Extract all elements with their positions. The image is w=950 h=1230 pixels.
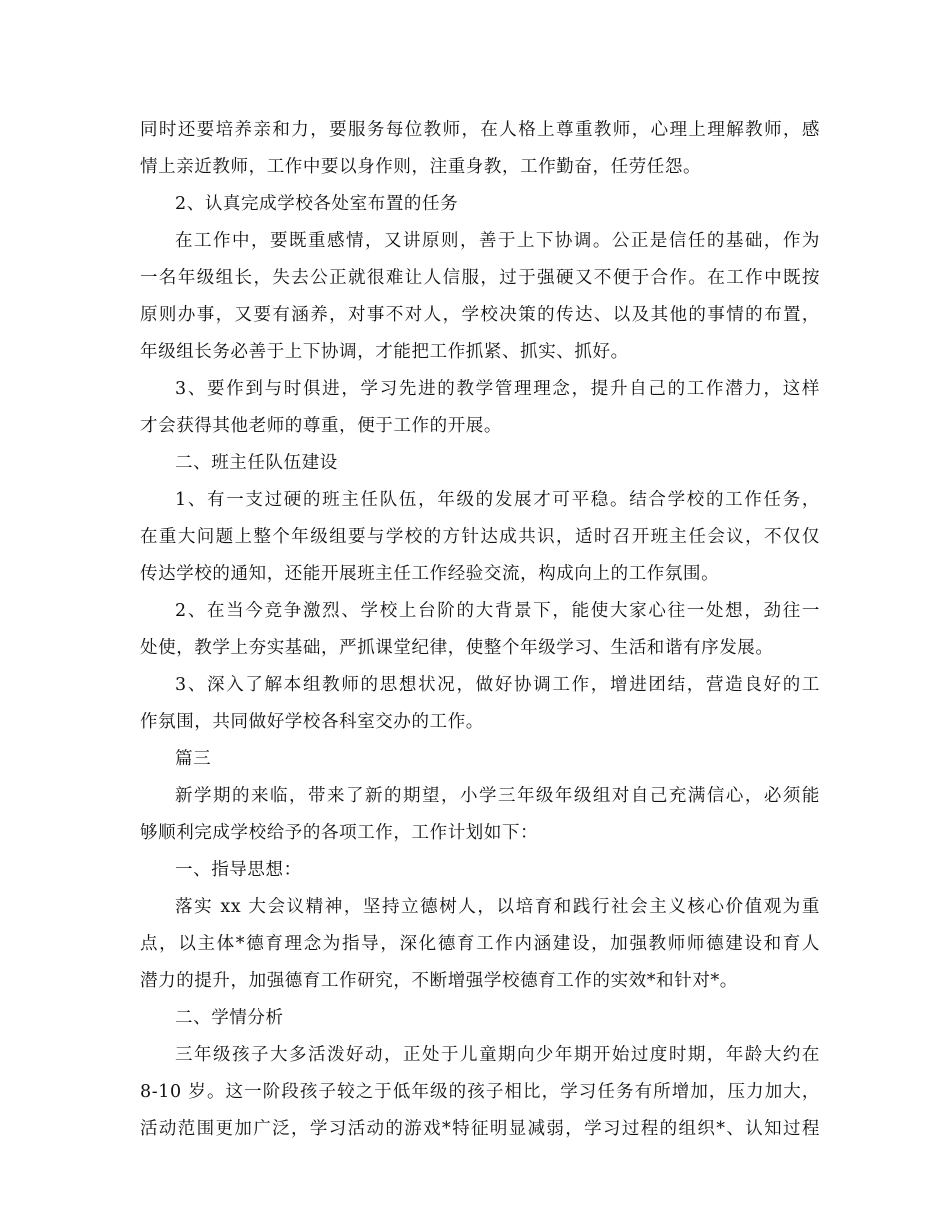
text-line: 作氛围，共同做好学校各科室交办的工作。 <box>140 712 484 732</box>
text-line: 8-10 岁。这一阶段孩子较之于低年级的孩子相比，学习任务有所增加，压力加大， <box>140 1082 820 1102</box>
text-line: 一、指导思想： <box>175 860 302 880</box>
text-line: 才会获得其他老师的尊重，便于工作的开展。 <box>140 416 502 436</box>
text-line: 三年级孩子大多活泼好动，正处于儿童期向少年期开始过度时期，年龄大约在 <box>175 1045 820 1065</box>
text-line: 1、有一支过硬的班主任队伍，年级的发展才可平稳。结合学校的工作任务， <box>175 490 820 510</box>
text-line: 落实 xx 大会议精神，坚持立德树人，以培育和践行社会主义核心价值观为重 <box>175 897 820 917</box>
text-line: 新学期的来临，带来了新的期望，小学三年级年级组对自己充满信心，必须能 <box>175 786 820 806</box>
text-line: 潜力的提升，加强德育工作研究，不断增强学校德育工作的实效*和针对*。 <box>140 971 738 991</box>
text-line: 同时还要培养亲和力，要服务每位教师，在人格上尊重教师，心理上理解教师，感 <box>140 120 820 140</box>
text-line: 活动范围更加广泛，学习活动的游戏*特征明显减弱，学习过程的组织*、认知过程 <box>140 1119 820 1139</box>
text-line: 3、要作到与时俱进，学习先进的教学管理理念，提升自己的工作潜力，这样 <box>175 379 820 399</box>
text-line: 处使，教学上夯实基础，严抓课堂纪律，使整个年级学习、生活和谐有序发展。 <box>140 638 774 658</box>
text-line: 原则办事，又要有涵养，对事不对人，学校决策的传达、以及其他的事情的布置， <box>140 305 820 325</box>
text-line: 年级组长务必善于上下协调，才能把工作抓紧、抓实、抓好。 <box>140 342 629 362</box>
text-line: 传达学校的通知，还能开展班主任工作经验交流，构成向上的工作氛围。 <box>140 564 720 584</box>
text-line: 二、学情分析 <box>175 1008 284 1028</box>
text-line: 2、在当今竞争激烈、学校上台阶的大背景下，能使大家心往一处想，劲往一 <box>175 601 820 621</box>
text-line: 2、认真完成学校各处室布置的任务 <box>175 194 459 214</box>
text-line: 在工作中，要既重感情，又讲原则，善于上下协调。公正是信任的基础，作为 <box>175 231 820 251</box>
text-line: 一名年级组长，失去公正就很难让人信服，过于强硬又不便于合作。在工作中既按 <box>140 268 820 288</box>
text-line: 二、班主任队伍建设 <box>175 453 338 473</box>
text-line: 在重大问题上整个年级组要与学校的方针达成共识，适时召开班主任会议，不仅仅 <box>140 527 820 547</box>
text-line: 3、深入了解本组教师的思想状况，做好协调工作，增进团结，营造良好的工 <box>175 675 820 695</box>
text-line: 情上亲近教师，工作中要以身作则，注重身教，工作勤奋，任劳任怨。 <box>140 157 702 177</box>
text-line: 够顺利完成学校给予的各项工作，工作计划如下： <box>140 823 539 843</box>
text-line: 篇三 <box>175 749 212 769</box>
document-body <box>140 112 820 1148</box>
text-line: 点，以主体*德育理念为指导，深化德育工作内涵建设，加强教师师德建设和育人 <box>140 934 820 954</box>
